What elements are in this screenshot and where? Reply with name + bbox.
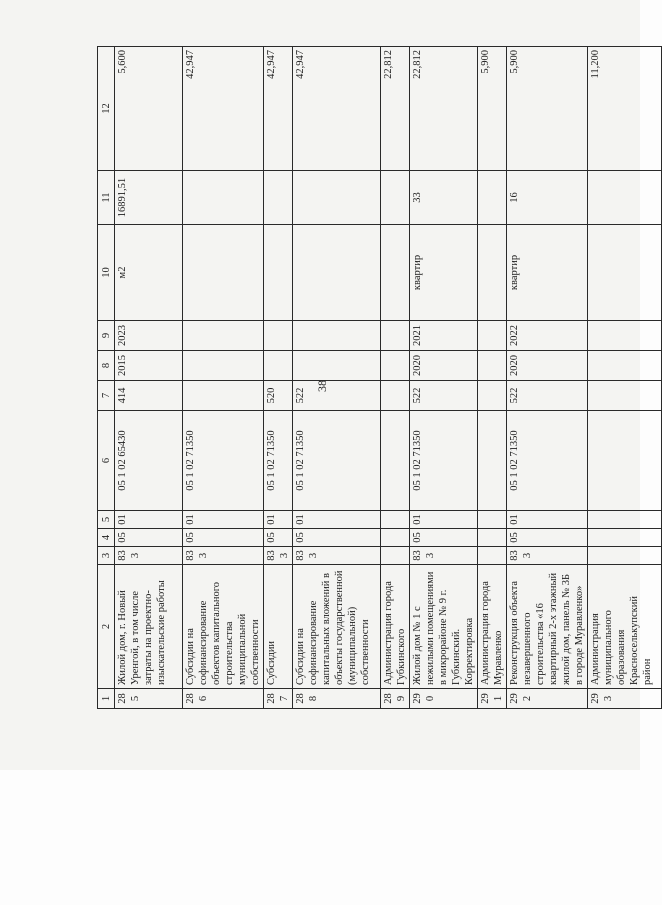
cell-col-11 [588, 171, 662, 225]
cell-col-3: 833 [410, 547, 478, 565]
column-header: 2 [98, 565, 115, 689]
cell-row-number: 287 [264, 689, 293, 709]
cell-col-4: 05 [293, 529, 381, 547]
cell-col-4: 05 [183, 529, 264, 547]
cell-col-5 [478, 511, 507, 529]
column-header: 11 [98, 171, 115, 225]
cell-col-9 [381, 321, 410, 351]
cell-col-8 [293, 351, 381, 381]
table-rotator [97, 47, 653, 709]
cell-col-7 [183, 381, 264, 411]
cell-col-5: 01 [293, 511, 381, 529]
table-row [293, 47, 381, 709]
cell-col-9 [478, 321, 507, 351]
cell-col-9 [183, 321, 264, 351]
cell-col-6 [478, 411, 507, 511]
cell-col-7 [478, 381, 507, 411]
cell-col-5 [381, 511, 410, 529]
cell-col-10 [478, 225, 507, 321]
cell-col-10: м2 [115, 225, 183, 321]
cell-col-9 [293, 321, 381, 351]
cell-col-11 [478, 171, 507, 225]
cell-col-3: 833 [293, 547, 381, 565]
cell-col-6: 05 1 02 71350 [293, 411, 381, 511]
cell-row-number: 288 [293, 689, 381, 709]
cell-col-8: 2020 [507, 351, 588, 381]
column-header: 5 [98, 511, 115, 529]
cell-col-8 [478, 351, 507, 381]
cell-col-12: 42,947 [264, 47, 293, 171]
cell-row-name: Администрация города Муравленко [478, 565, 507, 689]
cell-col-6: 05 1 02 65430 [115, 411, 183, 511]
cell-row-name: Администрация муниципального образования Красноселькупский район [588, 565, 662, 689]
cell-row-number: 292 [507, 689, 588, 709]
cell-col-6: 05 1 02 71350 [183, 411, 264, 511]
cell-col-10: квартир [507, 225, 588, 321]
cell-row-number: 291 [478, 689, 507, 709]
cell-col-9: 2023 [115, 321, 183, 351]
column-header: 12 [98, 47, 115, 171]
cell-col-10 [588, 225, 662, 321]
cell-col-8 [264, 351, 293, 381]
cell-col-3: 833 [183, 547, 264, 565]
cell-col-4 [381, 529, 410, 547]
cell-col-11: 16 [507, 171, 588, 225]
cell-col-7: 522 [410, 381, 478, 411]
table-row [588, 47, 662, 709]
cell-col-5: 01 [115, 511, 183, 529]
column-header: 1 [98, 689, 115, 709]
cell-col-11: 33 [410, 171, 478, 225]
table-row [264, 47, 293, 709]
cell-col-10: квартир [410, 225, 478, 321]
column-header: 3 [98, 547, 115, 565]
cell-col-8 [183, 351, 264, 381]
cell-col-10 [183, 225, 264, 321]
cell-col-12: 5,900 [507, 47, 588, 171]
cell-row-number: 285 [115, 689, 183, 709]
cell-col-11 [264, 171, 293, 225]
cell-col-12: 22,812 [410, 47, 478, 171]
table-row [115, 47, 183, 709]
column-header: 7 [98, 381, 115, 411]
cell-row-number: 286 [183, 689, 264, 709]
cell-row-name: Жилой дом, г. Новый Уренгой, в том числе затраты на проектно-изыскательские работы [115, 565, 183, 689]
cell-col-6 [588, 411, 662, 511]
cell-row-name: Субсидии на софинансирование объектов капитального строительства муниципальной собственности [183, 565, 264, 689]
cell-col-9 [264, 321, 293, 351]
column-header: 8 [98, 351, 115, 381]
cell-col-12: 5,600 [115, 47, 183, 171]
cell-col-8: 2015 [115, 351, 183, 381]
cell-col-7 [381, 381, 410, 411]
cell-col-4: 05 [507, 529, 588, 547]
cell-col-7: 522 [293, 381, 381, 411]
data-table [97, 46, 662, 709]
cell-col-12: 22,812 [381, 47, 410, 171]
cell-col-7: 520 [264, 381, 293, 411]
cell-col-12: 11,200 [588, 47, 662, 171]
cell-row-name: Субсидии [264, 565, 293, 689]
table-row [381, 47, 410, 709]
table-row [410, 47, 478, 709]
cell-col-5: 01 [410, 511, 478, 529]
cell-col-3 [478, 547, 507, 565]
cell-col-12: 42,947 [293, 47, 381, 171]
cell-col-8: 2020 [410, 351, 478, 381]
column-header: 9 [98, 321, 115, 351]
table-row [507, 47, 588, 709]
cell-col-3: 833 [264, 547, 293, 565]
cell-col-6: 05 1 02 71350 [410, 411, 478, 511]
page-number: 38 [315, 380, 329, 392]
cell-col-9: 2022 [507, 321, 588, 351]
cell-col-3 [588, 547, 662, 565]
cell-row-number: 289 [381, 689, 410, 709]
cell-col-10 [264, 225, 293, 321]
cell-row-name: Реконструкция объекта незавершенного строительства «16 квартирный 2-х этажный жилой дом, панель № 3Б в городе Муравленко» [507, 565, 588, 689]
cell-row-number: 293 [588, 689, 662, 709]
table-row [478, 47, 507, 709]
cell-col-4 [478, 529, 507, 547]
cell-col-3: 833 [115, 547, 183, 565]
cell-col-9: 2021 [410, 321, 478, 351]
column-header: 6 [98, 411, 115, 511]
header-row [98, 47, 115, 709]
cell-col-6: 05 1 02 71350 [507, 411, 588, 511]
cell-col-5 [588, 511, 662, 529]
cell-col-6: 05 1 02 71350 [264, 411, 293, 511]
cell-col-4: 05 [264, 529, 293, 547]
cell-col-12: 5,900 [478, 47, 507, 171]
cell-col-7: 522 [507, 381, 588, 411]
cell-row-name: Жилой дом № 1 с нежилыми помещениями в микрорайоне № 9 г. Губкинский. Корректировка [410, 565, 478, 689]
column-header: 4 [98, 529, 115, 547]
cell-row-number: 290 [410, 689, 478, 709]
cell-col-6 [381, 411, 410, 511]
cell-row-name: Администрация города Губкинского [381, 565, 410, 689]
cell-col-4: 05 [115, 529, 183, 547]
cell-col-11 [381, 171, 410, 225]
column-header: 10 [98, 225, 115, 321]
cell-col-11 [183, 171, 264, 225]
cell-col-7: 414 [115, 381, 183, 411]
cell-col-5: 01 [183, 511, 264, 529]
cell-col-11 [293, 171, 381, 225]
cell-col-4 [588, 529, 662, 547]
cell-col-4: 05 [410, 529, 478, 547]
cell-col-8 [588, 351, 662, 381]
cell-col-9 [588, 321, 662, 351]
cell-col-3 [381, 547, 410, 565]
cell-col-3: 833 [507, 547, 588, 565]
cell-col-10 [293, 225, 381, 321]
table-row [183, 47, 264, 709]
cell-col-12: 42,947 [183, 47, 264, 171]
cell-row-name: Субсидии на софинансирование капитальных вложений в объекты государственной (муниципальной) собственности [293, 565, 381, 689]
cell-col-11: 16891,51 [115, 171, 183, 225]
cell-col-8 [381, 351, 410, 381]
cell-col-7 [588, 381, 662, 411]
cell-col-10 [381, 225, 410, 321]
cell-col-5: 01 [507, 511, 588, 529]
cell-col-5: 01 [264, 511, 293, 529]
